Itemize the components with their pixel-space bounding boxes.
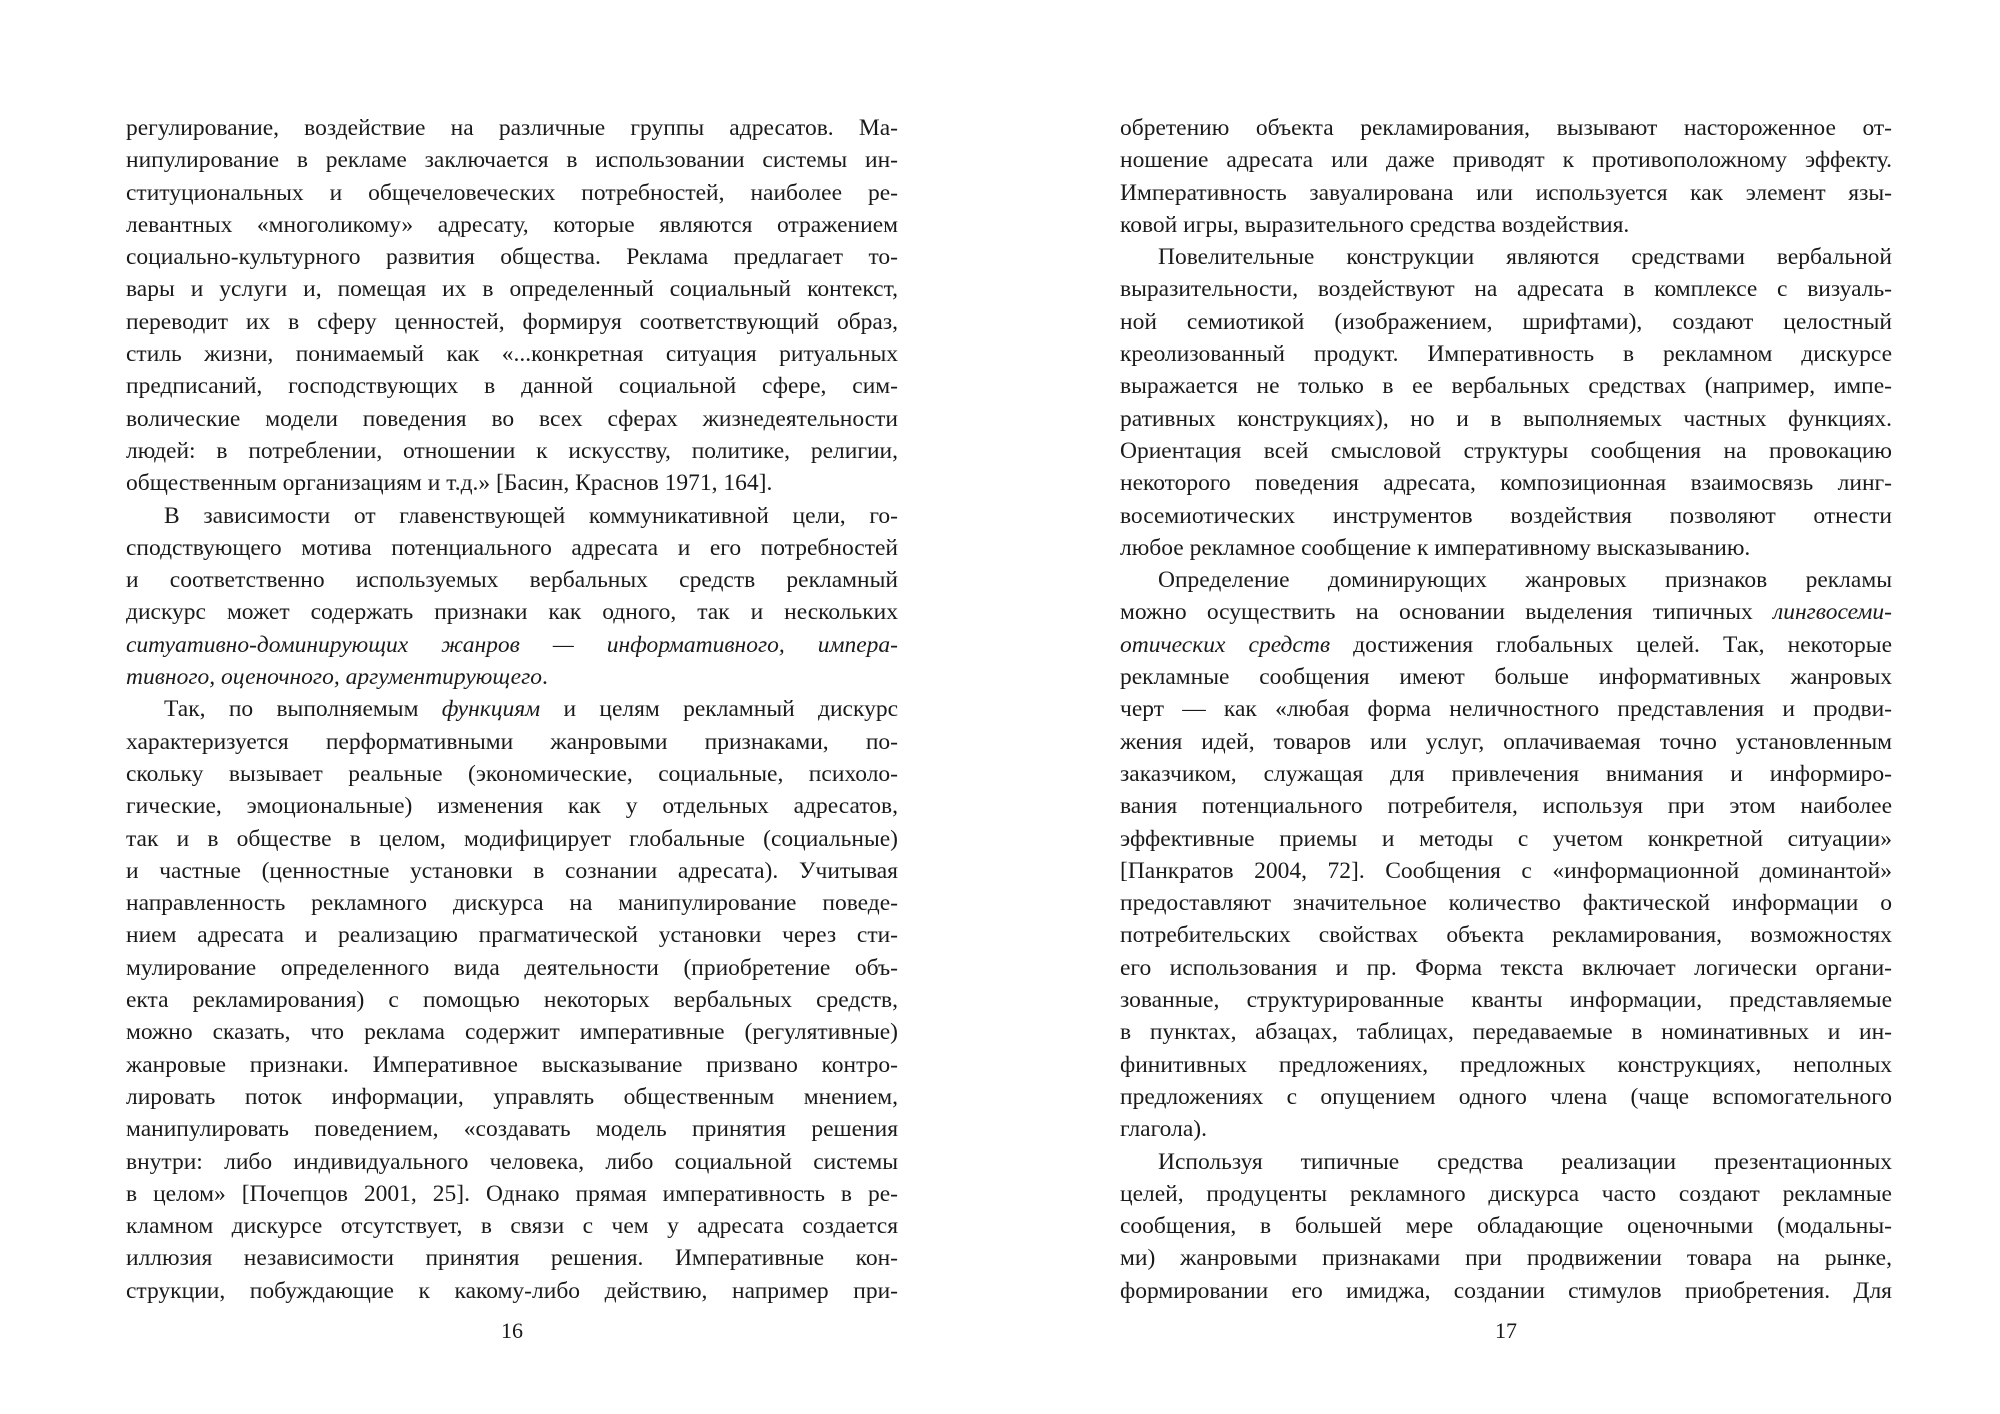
text-segment: и целям рекламный дискурс <box>540 696 898 723</box>
text-line: В зависимости от главенствующей коммуникативной цели, го- <box>164 502 898 529</box>
text-line <box>126 629 898 661</box>
italic-text-segment: ситуативно-доминирующих жанров — информативного, импера- <box>126 631 898 658</box>
text-line: черт — как «любая форма неличностного представления и продви- <box>1120 696 1892 723</box>
text-line: екта рекламирования) с помощью некоторых вербальных средств, <box>126 987 898 1014</box>
text-line: и частные (ценностные установки в сознании адресата). Учитывая <box>126 857 898 884</box>
text-line: обретению объекта рекламирования, вызывают настороженное от- <box>1120 115 1892 141</box>
text-line: струкции, побуждающие к какому-либо действию, например при- <box>126 1277 898 1304</box>
text-line: сообщения, в большей мере обладающие оценочными (модальны- <box>1120 1213 1892 1240</box>
text-line: предоставляют значительное количество фактической информации о <box>1120 890 1892 917</box>
text-line: скольку вызывает реальные (экономические, социальные, психоло- <box>126 760 898 787</box>
text-line: потребительских свойствах объекта рекламирования, возможностях <box>1120 922 1892 949</box>
text-line <box>126 693 898 725</box>
text-line: Определение доминирующих жанровых признаков рекламы <box>1158 567 1892 594</box>
text-line <box>126 661 898 693</box>
text-line: дискурс может содержать признаки как одного, так и нескольких <box>126 599 898 626</box>
text-line: стиль жизни, понимаемый как «...конкретная ситуация ритуальных <box>126 341 898 368</box>
text-line: лировать поток информации, управлять общественным мнением, <box>126 1083 898 1110</box>
text-line: любое рекламное сообщение к императивному высказыванию. <box>1120 534 1751 561</box>
text-line: в пунктах, абзацах, таблицах, передаваемые в номинативных и ин- <box>1120 1019 1892 1046</box>
text-line: формировании его имиджа, создании стимулов приобретения. Для <box>1120 1277 1892 1304</box>
text-line: ративных конструкциях), но и в выполняемых частных функциях. <box>1120 405 1892 432</box>
text-line: зованные, структурированные кванты информации, представляемые <box>1120 987 1892 1014</box>
text-line: Повелительные конструкции являются средствами вербальной <box>1158 244 1892 271</box>
text-line: финитивных предложениях, предложных конструкциях, неполных <box>1120 1051 1892 1078</box>
text-line: Используя типичные средства реализации презентационных <box>1158 1148 1892 1175</box>
text-line: волические модели поведения во всех сферах жизнедеятельности <box>126 405 898 432</box>
page-text <box>126 112 898 1307</box>
italic-text-segment: лингвосеми- <box>1772 599 1892 626</box>
text-line: ношение адресата или даже приводят к противоположному эффекту. <box>1120 147 1892 174</box>
text-line: рекламные сообщения имеют больше информативных жанровых <box>1120 664 1892 691</box>
text-line: ституциональных и общечеловеческих потребностей, наиболее ре- <box>126 179 898 206</box>
text-line: выражается не только в ее вербальных средствах (например, импе- <box>1120 373 1892 400</box>
text-line: социально-культурного развития общества. Реклама предлагает то- <box>126 244 898 271</box>
text-line: Императивность завуалирована или используется как элемент язы- <box>1120 179 1892 206</box>
text-line: можно сказать, что реклама содержит императивные (регулятивные) <box>126 1019 898 1046</box>
italic-text-segment: тивного, оценочного, аргументирующего <box>126 664 543 691</box>
text-line: его использования и пр. Форма текста включает логически органи- <box>1120 954 1892 981</box>
text-line: предложениях с опущением одного члена (чаще вспомогательного <box>1120 1083 1892 1110</box>
text-line: предписаний, господствующих в данной социальной сфере, сим- <box>126 373 898 400</box>
text-line: выразительности, воздействуют на адресата в комплексе с визуаль- <box>1120 276 1892 303</box>
text-line: людей: в потреблении, отношении к искусству, политике, религии, <box>126 437 898 464</box>
text-line: иллюзия независимости принятия решения. Императивные кон- <box>126 1245 898 1272</box>
text-line: гические, эмоциональные) изменения как у отдельных адресатов, <box>126 793 898 820</box>
page-text <box>1120 112 1892 1307</box>
text-line: характеризуется перформативными жанровыми признаками, по- <box>126 728 898 755</box>
italic-text-segment: функциям <box>441 696 541 723</box>
text-line: переводит их в сферу ценностей, формируя соответствующий образ, <box>126 308 898 335</box>
text-line <box>1120 629 1892 661</box>
text-segment: . <box>542 664 548 691</box>
text-line: мулирование определенного вида деятельности (приобретение объ- <box>126 954 898 981</box>
text-line: заказчиком, служащая для привлечения внимания и информиро- <box>1120 760 1892 787</box>
page-number: 16 <box>501 1318 523 1343</box>
text-segment: можно осуществить на основании выделения типичных <box>1120 599 1773 626</box>
text-line: вары и услуги и, помещая их в определенный социальный контекст, <box>126 276 898 303</box>
italic-text-segment: отических средств <box>1120 631 1331 658</box>
text-line: жения идей, товаров или услуг, оплачиваемая точно установленным <box>1120 728 1892 755</box>
text-line <box>1120 596 1892 628</box>
text-line: целей, продуценты рекламного дискурса часто создают рекламные <box>1120 1180 1892 1207</box>
text-line: и соответственно используемых вербальных средств рекламный <box>126 567 898 594</box>
text-segment: Так, по выполняемым <box>164 696 442 723</box>
text-line: так и в обществе в целом, модифицирует глобальные (социальные) <box>126 825 898 852</box>
text-line: креолизованный продукт. Императивность в рекламном дискурсе <box>1120 341 1892 368</box>
text-line: направленность рекламного дискурса на манипулирование поведе- <box>126 890 898 917</box>
text-line: манипулировать поведением, «создавать модель принятия решения <box>126 1116 898 1143</box>
text-line: ковой игры, выразительного средства воздействия. <box>1120 211 1630 238</box>
text-line: нием адресата и реализацию прагматической установки через сти- <box>126 922 898 949</box>
page-number: 17 <box>1495 1318 1517 1343</box>
text-line: нипулирование в рекламе заключается в использовании системы ин- <box>126 147 898 174</box>
text-line: кламном дискурсе отсутствует, в связи с чем у адресата создается <box>126 1213 898 1240</box>
text-line: глагола). <box>1120 1116 1207 1143</box>
right-page <box>1000 0 2000 1414</box>
text-line: общественным организациям и т.д.» [Басин, Краснов 1971, 164]. <box>126 470 773 497</box>
text-line: левантных «многоликому» адресату, которые являются отражением <box>126 211 898 238</box>
text-line: в целом» [Почепцов 2001, 25]. Однако прямая императивность в ре- <box>126 1180 898 1207</box>
text-line: [Панкратов 2004, 72]. Сообщения с «информационной доминантой» <box>1120 857 1892 884</box>
text-line: некоторого поведения адресата, композиционная взаимосвязь линг- <box>1120 470 1892 497</box>
text-line: сподствующего мотива потенциального адресата и его потребностей <box>126 534 898 561</box>
text-line: регулирование, воздействие на различные группы адресатов. Ма- <box>126 115 898 141</box>
text-line: восемиотических инструментов воздействия позволяют отнести <box>1120 502 1892 529</box>
text-line: эффективные приемы и методы с учетом конкретной ситуации» <box>1120 825 1892 852</box>
text-line: внутри: либо индивидуального человека, либо социальной системы <box>126 1148 898 1175</box>
text-line: ми) жанровыми признаками при продвижении товара на рынке, <box>1120 1245 1892 1272</box>
text-line: ной семиотикой (изображением, шрифтами), создают целостный <box>1120 308 1892 335</box>
text-line: вания потенциального потребителя, используя при этом наиболее <box>1120 793 1892 820</box>
text-line: жанровые признаки. Императивное высказывание призвано контро- <box>126 1051 898 1078</box>
text-segment: достижения глобальных целей. Так, некоторые <box>1330 631 1892 658</box>
text-line: Ориентация всей смысловой структуры сообщения на провокацию <box>1120 437 1892 464</box>
